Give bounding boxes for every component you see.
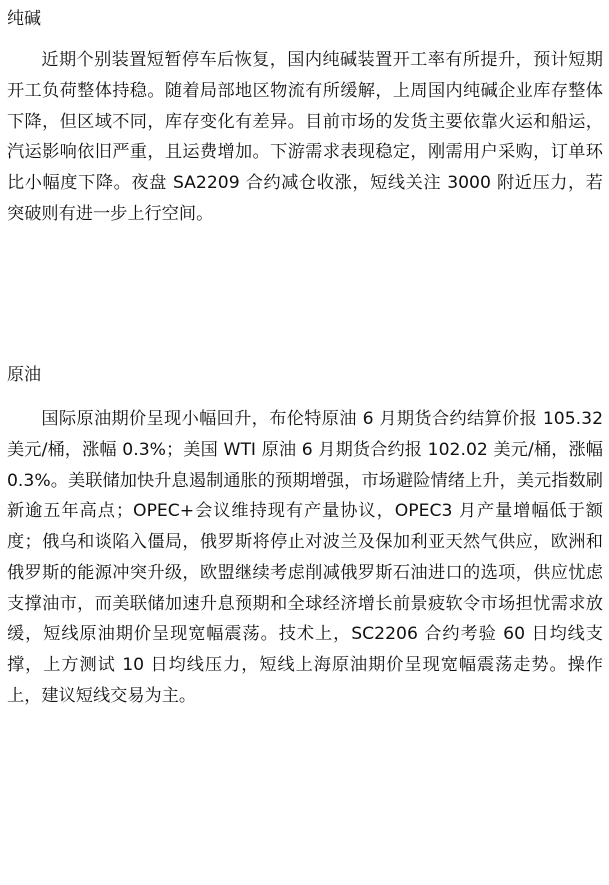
section-title-crude-oil: 原油 — [7, 365, 41, 385]
section-title-soda-ash: 纯碱 — [7, 9, 41, 29]
section-paragraph-crude-oil: 国际原油期价呈现小幅回升，布伦特原油 6 月期货合约结算价报 105.32 美元/桶，涨幅 0.3%；美国 WTI 原油 6 月期货合约报 102.02 美元/桶，涨幅 0.3%。美联储加快升息遏制通胀的预期增强，市场避险情绪上升，美元指数刷新逾五年高点；OPEC+会议维持现有产量协议，OPEC3 月产量增幅低于额度；俄乌和谈陷入僵局，俄罗斯将停止对波兰及保加利亚天然气供应，欧洲和俄罗斯的能源冲突升级，欧盟继续考虑削减俄罗斯石油进口的选项，供应忧虑支撑油市，而美联储加速升息预期和全球经济增长前景疲软令市场担忧需求放缓，短线原油期价呈现宽幅震荡。技术上，SC2206 合约考验 60 日均线支撑，上方测试 10 日均线压力，短线上海原油期价呈现宽幅震荡走势。操作上，建议短线交易为主。 — [7, 409, 603, 706]
section-paragraph-soda-ash: 近期个别装置短暂停车后恢复，国内纯碱装置开工率有所提升，预计短期开工负荷整体持稳。随着局部地区物流有所缓解，上周国内纯碱企业库存整体下降，但区域不同，库存变化有差异。目前市场的发货主要依靠火运和船运，汽运影响依旧严重，且运费增加。下游需求表现稳定，刚需用户采购，订单环比小幅度下降。夜盘 SA2209 合约减仓收涨，短线关注 3000 附近压力，若突破则有进一步上行空间。 — [7, 50, 603, 224]
